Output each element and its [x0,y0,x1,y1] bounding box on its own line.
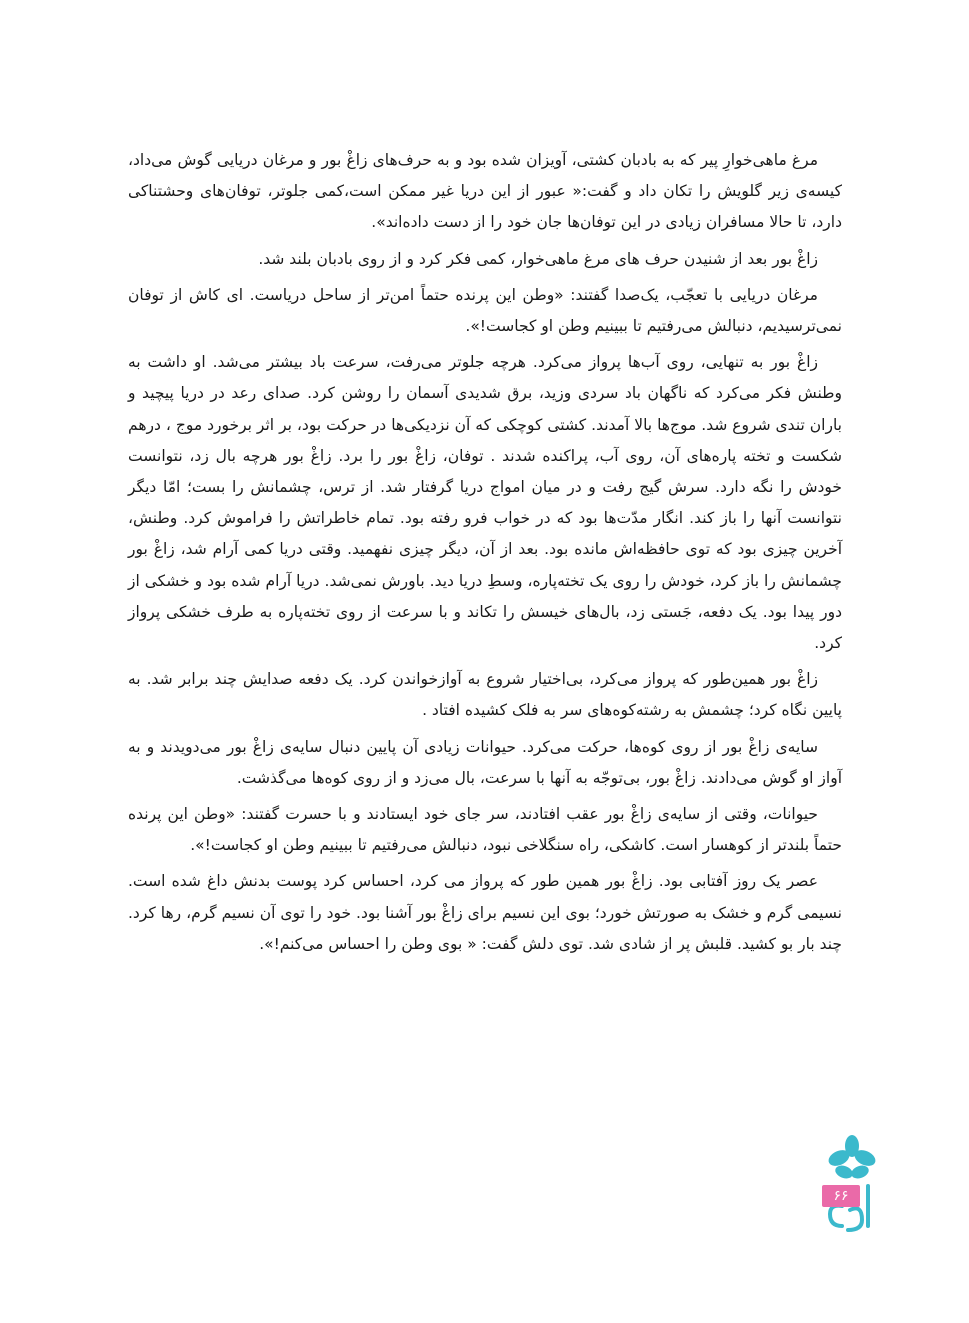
story-text [128,145,842,965]
paragraph-4: زاغْ بور به تنهایی، روی آب‌ها پرواز می‌کرد. هرچه جلوتر می‌رفت، سرعت باد بیشتر می‌شد. او داشت به وطنش فکر می‌کرد که ناگهان باد سردی وزید، برق شدیدی آسمان را روشن کرد. صدای رعد در دریا پیچید و باران تندی شروع شد. موج‌ها بالا آمدند. کشتی کوچکی که آن نزدیکی‌ها در حرکت بود، بر اثر برخورد موج ، درهم شکست و تخته پاره‌های آن، روی آب، پراکنده شدند . توفان، زاغْ بور را برد. زاغْ بور هرچه بال زد، نتوانست خودش را نگه دارد. سرش گیج رفت و در میان امواج دریا گرفتار شد. از ترس، چشمانش را بست؛ امّا دیگر نتوانست آنها را باز کند. انگار مدّت‌ها بود که در خواب فرو رفته بود. تمام خاطراتش را فراموش کرد. وطنش، آخرین چیزی بود که توی حافظه‌اش مانده بود. بعد از آن، دیگر چیزی نفهمید. وقتی دریا کمی آرام شد، زاغْ بور چشمانش را باز کرد، خودش را روی یک تخته‌پاره، وسطِ دریا دید. باورش نمی‌شد. دریا آرام شده بود و خشکی از دور پیدا بود. یک دفعه، جَستی زد، بال‌های خیسش را تکاند و با سرعت از روی تخته‌پاره به طرف خشکی پرواز کرد. [128,353,842,653]
paragraph-2: زاغْ بور بعد از شنیدن حرف های مرغ ماهی‌خوار، کمی فکر کرد و از روی بادبان بلند شد. [258,249,818,268]
paragraph-1: مرغ ماهی‌خوارِ پیر که به بادبان کشتی، آویزان شده بود و به حرف‌های زاغْ بور و مرغان دریایی گوش می‌داد، کیسه‌ی زیر گلویش را تکان داد و گفت:« عبور از این دریا غیر ممکن است،کمی جلوتر، توفان‌های وحشتناکی دارد، تا حالا مسافران زیادی در این توفان‌ها جان خود را از دست داده‌اند». [128,151,842,232]
paragraph-5: زاغْ بور همین‌طور که پرواز می‌کرد، بی‌اختیار شروع به آوازخواندن کرد. یک دفعه صدایش چند برابر شد. به پایین نگاه کرد؛ چشمش به رشته‌کوه‌های سر به فلک کشیده افتاد . [128,670,842,720]
paragraph-7: حیوانات، وقتی از سایه‌ی زاغْ بور عقب افتادند، سر جای خود ایستادند و با حسرت گفتند: «وطن این پرنده حتماً بلندتر از کوهسار است. کاشکی، راه سنگلاخی نبود، دنبالش می‌رفتیم تا ببینیم وطن او کجاست!». [128,805,842,855]
page-number: ۶۶ [822,1185,860,1207]
leaf-flower-icon [822,1134,882,1234]
paragraph-8: عصر یک روز آفتابی بود. زاغْ بور همین طور که پرواز می کرد، احساس کرد پوست بدنش داغ شده است. نسیمی گرم و خشک به صورتش خورد؛ بوی این نسیم برای زاغْ بور آشنا بود. خود را توی آن نسیم گرم، رها کرد. چند بار بو کشید. قلبش پر از شادی شد. توی دلش گفت: « بوی وطن را احساس می‌کنم!». [128,872,842,953]
paragraph-3: مرغان دریایی با تعجّب، یک‌صدا گفتند: «وطن این پرنده حتماً امن‌تر از ساحل دریاست. ای کاش از توفان نمی‌ترسیدیم، دنبالش می‌رفتیم تا ببینیم وطن او کجاست!». [128,285,842,336]
paragraph-6: سایه‌ی زاغْ بور از روی کوه‌ها، حرکت می‌کرد. حیوانات زیادی آن پایین دنبال سایه‌ی زاغْ بور می‌دویدند و به آواز او گوش می‌دادند. زاغْ بور، بی‌توجّه به آنها با سرعت، بال می‌زد و از روی کوه‌ها می‌گذشت. [128,737,842,787]
